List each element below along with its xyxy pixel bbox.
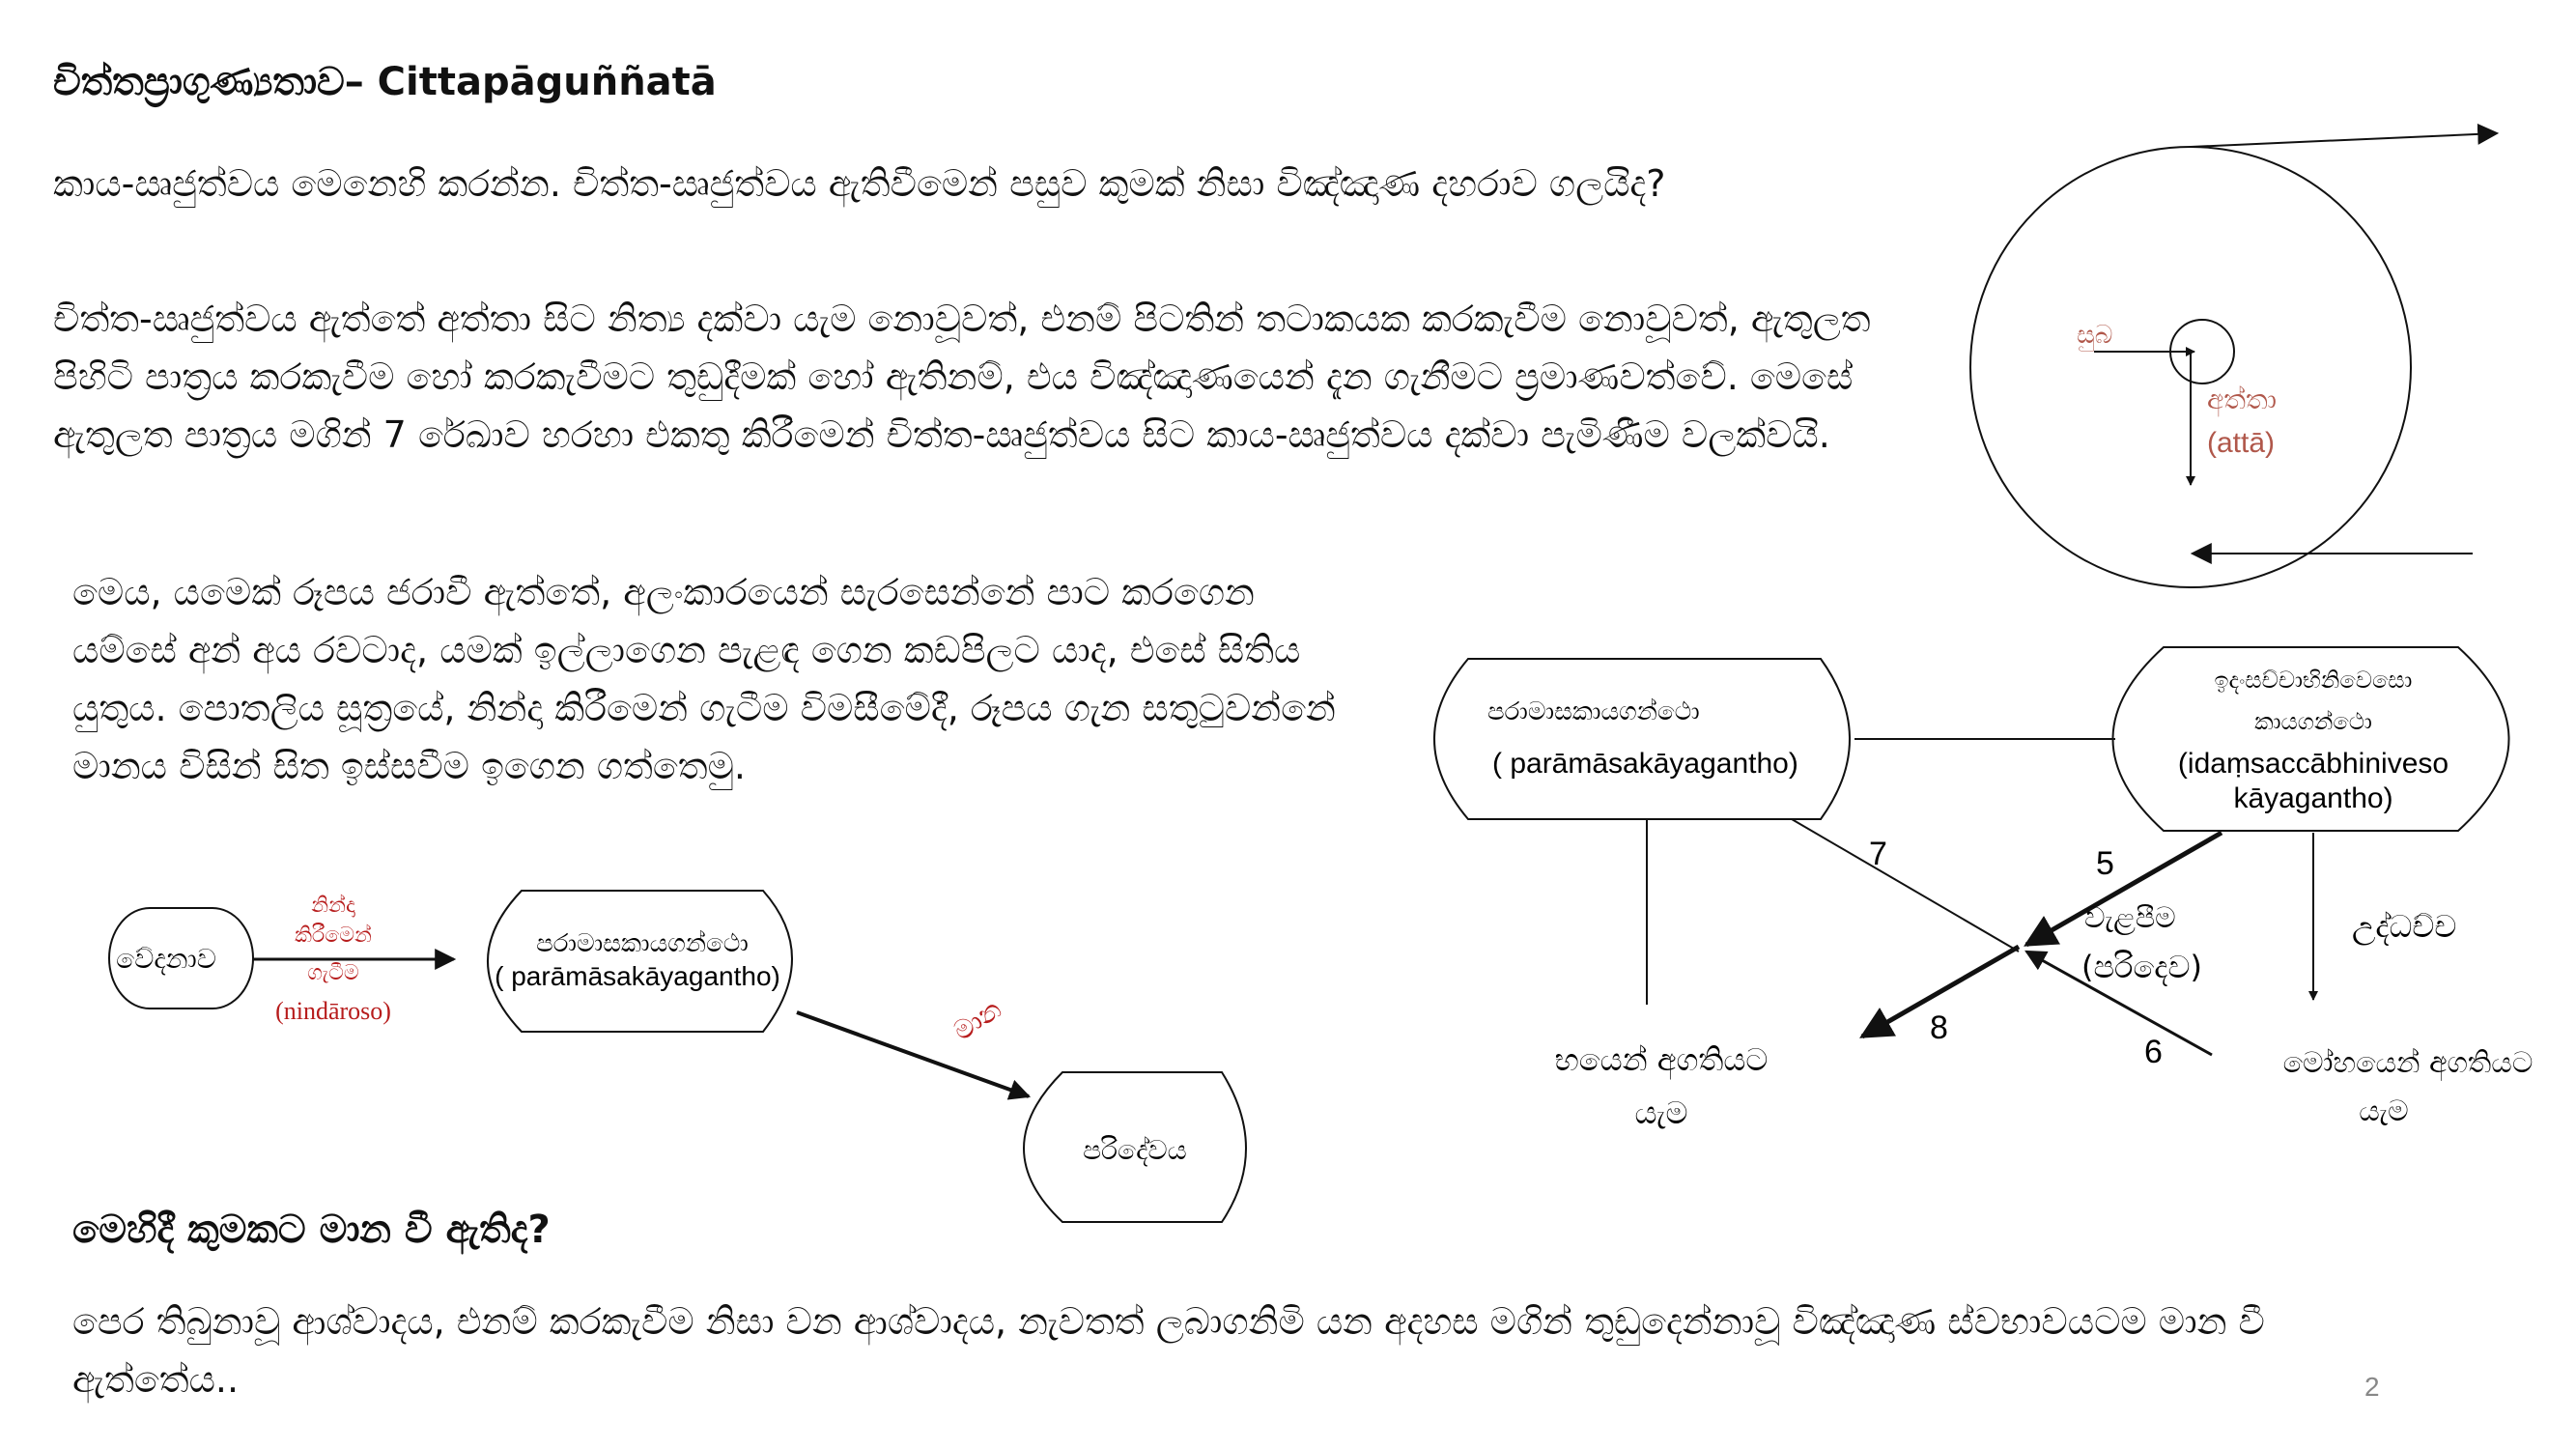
bhaya-line1: භයෙන් අගතියට (1554, 1041, 1769, 1078)
paramasa-right-node (1434, 659, 1850, 819)
paragraph-answer: පෙර තිබුනාවූ ආශ්වාදය, එනම් කරකැවීම නිසා වන ආශ්වාදය, නැවතත් ලබාගනිමි යන අදහස මගින් තුඩුදෙන්නාවූ විඤ්ඤාණ ස්වභාවයටම මාන වී ඇත්තේය.. (72, 1300, 2265, 1401)
ninda-line2: කිරීමෙන් (295, 923, 372, 948)
label-7: 7 (1869, 836, 1887, 872)
label-5: 5 (2096, 845, 2114, 882)
paragraph-explanation: චිත්ත-ඍජුත්වය ඇත්තේ අත්තා සිට නිත්‍ය දක්වා යැම නොවූවත්, එනම් පිටතින් තටාකයක කරකැවීම නොවූවත්, ඇතුලත පිහිටි පාත්‍රය කරකැවීම හෝ කරකැවීමට තුඩුදීමක් හෝ ඇතිනම්, එය විඤ්ඤාණයෙන් දැන ගැනීමට ප්‍රමාණවත්වේ. මෙසේ ඇතුලත පාත්‍රය මගින් 7 රේඛාව හරහා එකතු කිරීමෙන් චිත්ත-ඍජුත්වය සිට කාය-ඍජුත්වය දක්වා පැමිණීම වලක්වයි. (53, 298, 1871, 456)
top-tangent-arrow (2191, 133, 2497, 147)
paramasa-left-pali: ( parāmāsakāyagantho) (495, 961, 780, 991)
atta-pali-label: (attā) (2207, 427, 2276, 459)
nindaroso-label: (nindāroso) (275, 997, 391, 1025)
atta-si-label: අත්තා (2207, 384, 2277, 415)
valapima-label: වැළපීම (2084, 901, 2176, 935)
paragraph-example: මෙය, යමෙක් රූපය ජරාවී ඇත්තේ, අලංකාරයෙන් සැරසෙන්නේ පාට කරගෙන යම්සේ අන් අය රවටාද, යමක් ඉල්ලාගෙන පැළඳ ගෙන කඩපිලට යාද, එසේ සිතිය යුතුය. පොතලිය සූත්‍රයේ, නින්දා කිරීමෙන් ගැටීම විමසීමේදී, රූපය ගැන සතුටුවන්නේ මානය විසින් සිත ඉස්සවීම ඉගෙන ගත්තෙමු. (72, 571, 1336, 787)
page-title: චිත්තප්‍රාගුණ්‍යතාව– Cittapāguññatā (53, 60, 717, 104)
left-flow-diagram (109, 891, 1246, 1222)
circle-diagram (1970, 133, 2497, 587)
idam-si-2: කායගන්ථො (2254, 708, 2372, 735)
right-diagram (1434, 647, 2533, 1131)
label-8: 8 (1930, 1009, 1948, 1046)
line-7 (1792, 819, 2019, 952)
paramasa-right-pali: ( parāmāsakāyagantho) (1492, 748, 1798, 780)
idam-pali-1: (idaṃsaccābhiniveso (2177, 748, 2449, 780)
paragraph-intro: කාය-ඍජුත්වය මෙනෙහි කරන්න. චිත්ත-ඍජුත්වය ඇතිවීමෙන් පසුව කුමක් නිසා විඤ්ඤාණ දහරාව ගලයිද? (53, 162, 1666, 205)
question-heading: මෙහිදී කුමකට මාන වී ඇතිද? (72, 1208, 551, 1252)
vedana-label: වේදනාව (116, 943, 216, 975)
page-number: 2 (2364, 1372, 2380, 1402)
bhaya-line2: යැම (1634, 1094, 1688, 1131)
paridewa-label: (පරිදෙව) (2081, 949, 2202, 985)
subha-label: සුබ (2077, 321, 2113, 350)
ninda-line3: ගැටීම (307, 961, 359, 985)
moha-line2: යැම (2359, 1094, 2409, 1128)
label-6: 6 (2144, 1034, 2163, 1070)
paramasa-left-si: පරාමාසකායගන්ථො (536, 929, 749, 958)
paramasa-right-si: පරාමාසකායගන්ථො (1487, 697, 1700, 726)
mana-label: මාන (948, 992, 1007, 1048)
idam-si-1: ඉදංසච්චාභිනිවෙසො (2214, 667, 2413, 694)
moha-line1: මෝහයෙන් අගතියට (2282, 1046, 2534, 1080)
ninda-line1: නින්දා (311, 894, 355, 918)
uddhacca-label: උද්ධච්ච (2352, 908, 2457, 945)
idam-pali-2: kāyagantho) (2233, 782, 2393, 814)
paridevaya-label: පරිදේවය (1083, 1134, 1187, 1166)
